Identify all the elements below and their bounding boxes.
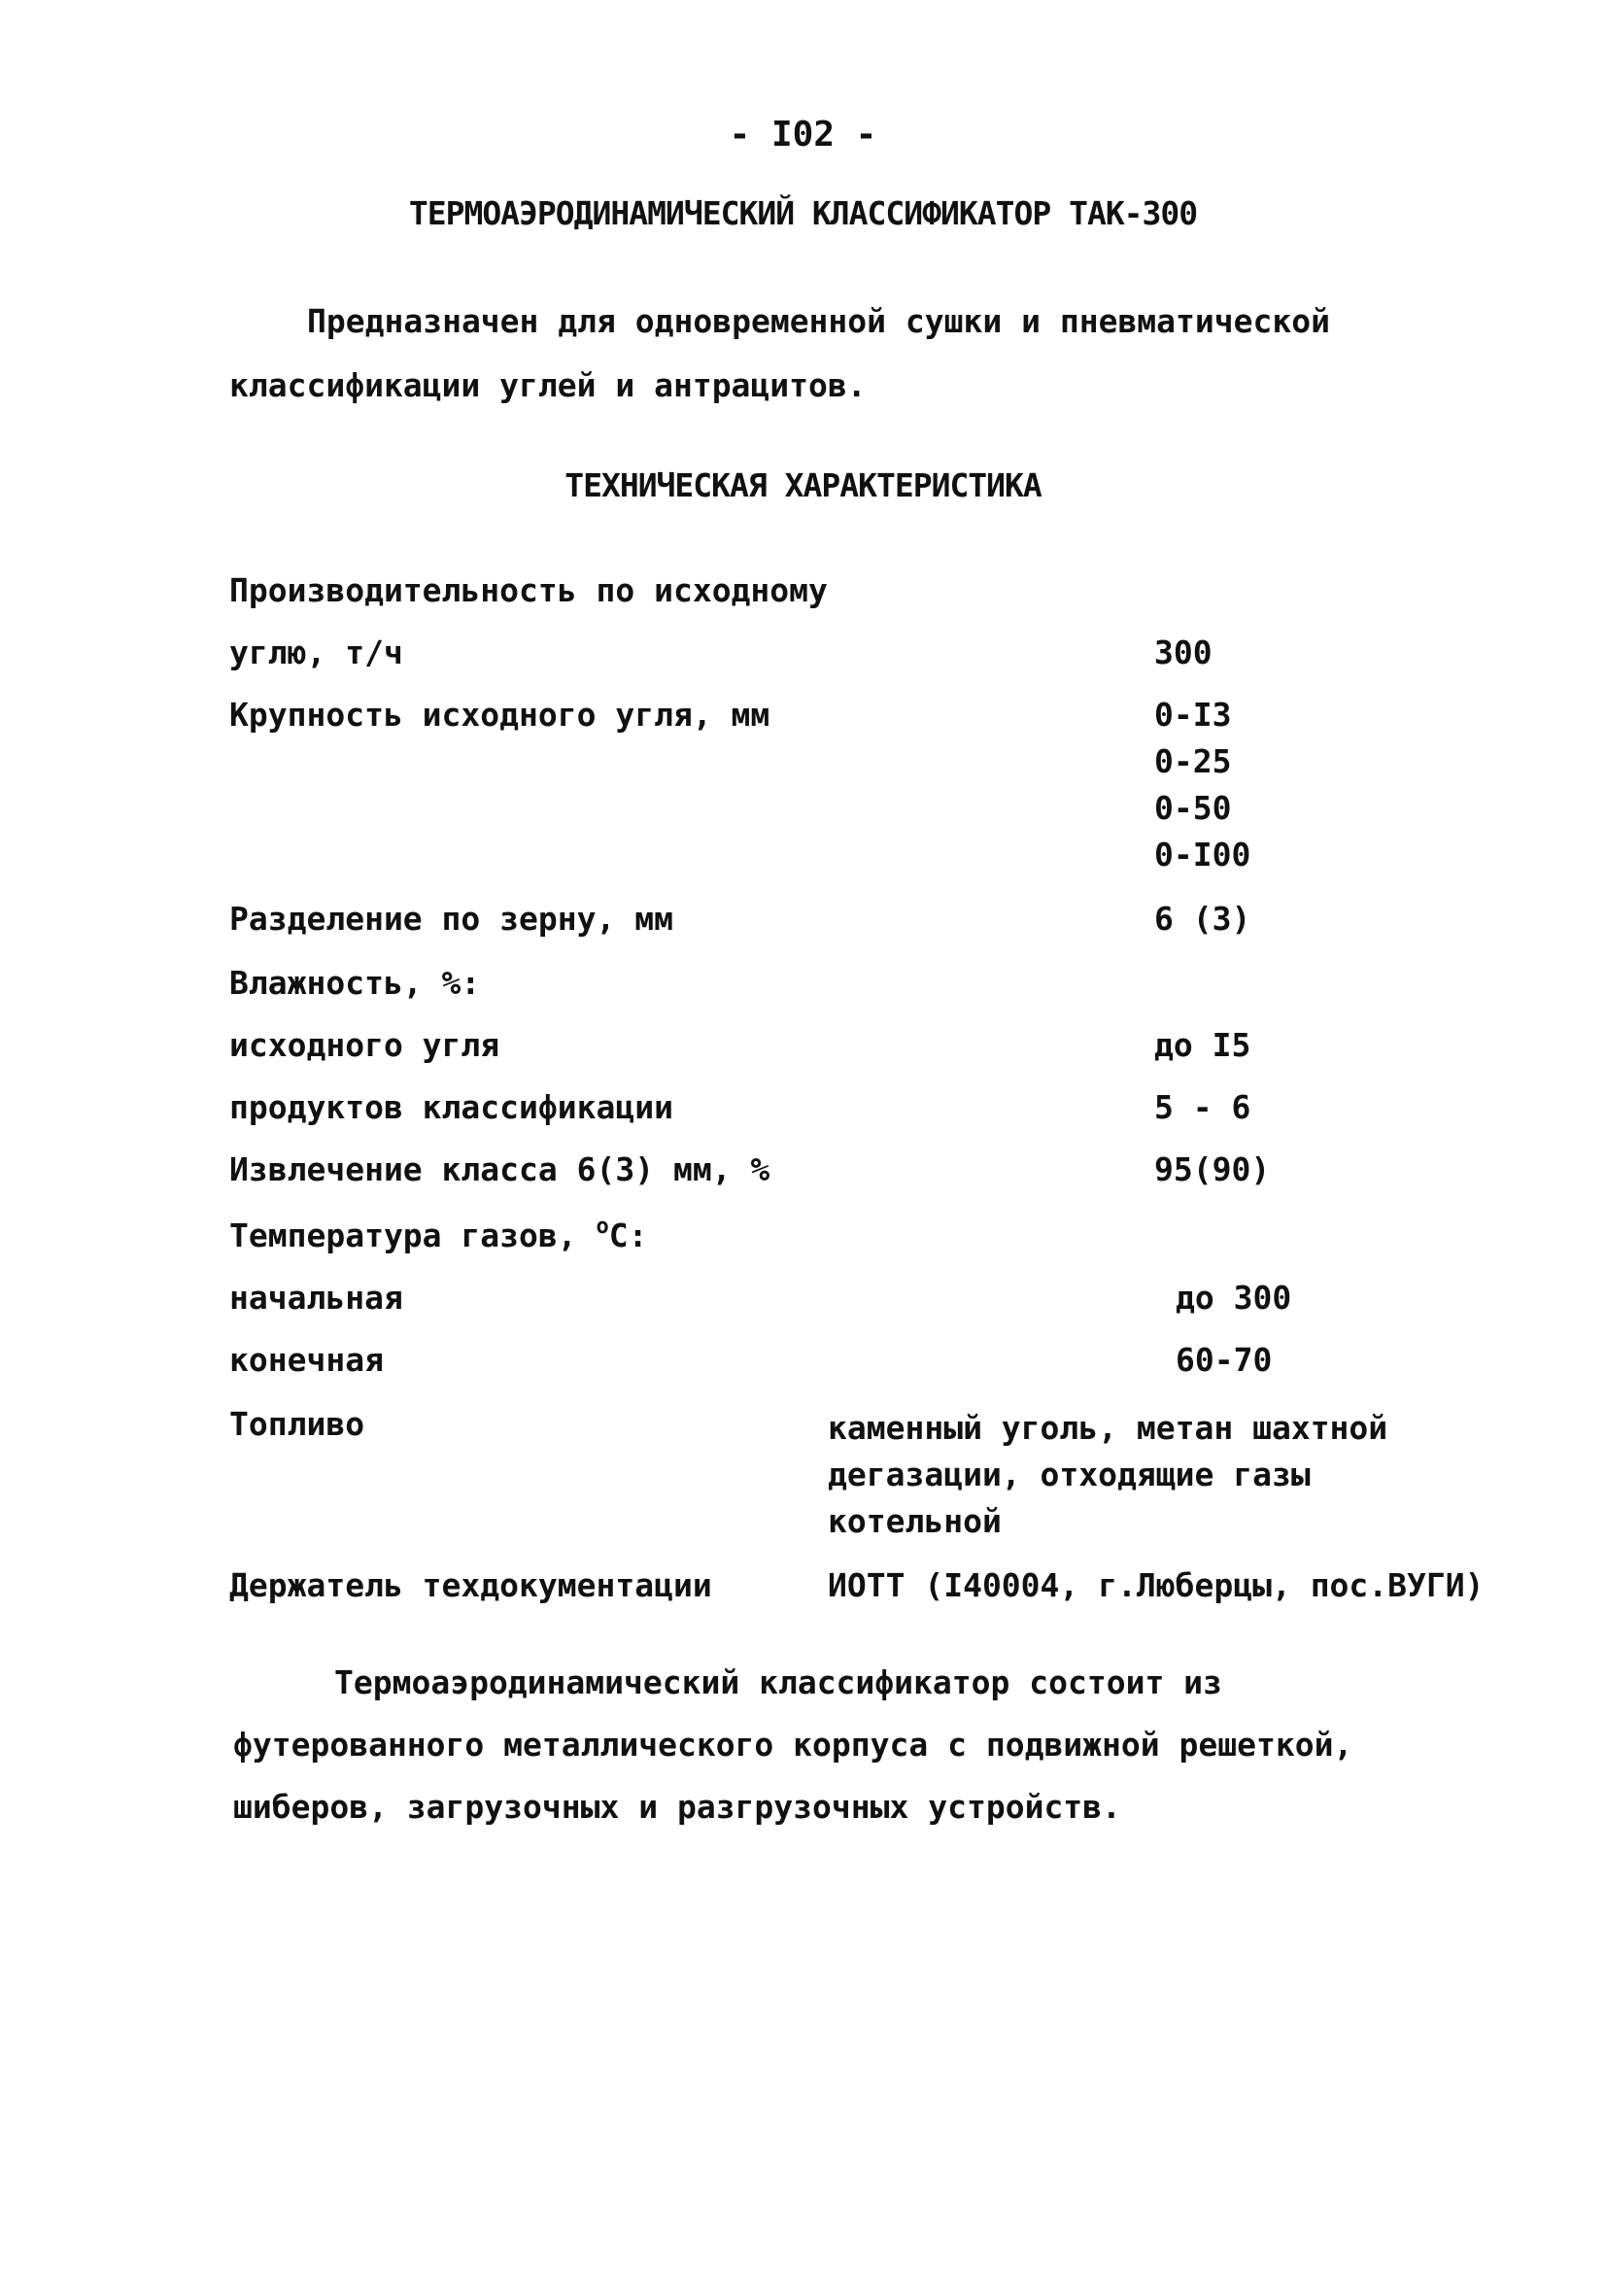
spec-value: 60-70 xyxy=(1176,1341,1273,1379)
spec-label: углю, т/ч xyxy=(229,634,403,671)
intro-paragraph: Предназначен для одновременной сушки и пневматической классификации углей и антрацитов. xyxy=(229,302,1330,404)
spec-row-moisture-source xyxy=(0,1026,1606,1069)
spec-value: ИОТТ (I40004, г.Люберцы, пос.ВУГИ) xyxy=(828,1566,1485,1604)
spec-label: начальная xyxy=(229,1279,403,1317)
spec-label: Разделение по зерну, мм xyxy=(229,900,673,938)
spec-row-separation xyxy=(0,900,1606,942)
spec-row-temp-final xyxy=(0,1341,1606,1384)
spec-row-moisture-products xyxy=(0,1088,1606,1131)
spec-row-size-3 xyxy=(0,789,1606,832)
spec-value: до I5 xyxy=(1154,1026,1251,1064)
spec-row-holder xyxy=(0,1566,1606,1609)
spec-value: 0-I00 xyxy=(1154,836,1251,874)
spec-label: конечная xyxy=(229,1341,384,1379)
temperature-label-text: Температура газов, xyxy=(229,1217,577,1254)
spec-row-temperature xyxy=(0,1215,1606,1257)
spec-heading: ТЕХНИЧЕСКАЯ ХАРАКТЕРИСТИКА xyxy=(564,466,1042,504)
spec-label: Крупность исходного угля, мм xyxy=(229,696,770,734)
spec-label: продуктов классификации xyxy=(229,1088,673,1126)
spec-row-productivity-unit xyxy=(0,634,1606,676)
spec-label: Производительность по исходному xyxy=(229,571,828,609)
spec-value: 0-50 xyxy=(1154,789,1232,827)
spec-value: 6 (3) xyxy=(1154,900,1251,938)
spec-value: 0-I3 xyxy=(1154,696,1232,734)
spec-label: Извлечение класса 6(3) мм, % xyxy=(229,1150,770,1188)
spec-value: 300 xyxy=(1154,634,1213,671)
spec-value: до 300 xyxy=(1176,1279,1292,1317)
spec-value: 95(90) xyxy=(1154,1150,1271,1188)
spec-row-moisture xyxy=(0,964,1606,1007)
spec-row-extraction xyxy=(0,1150,1606,1193)
spec-value: 5 - 6 xyxy=(1154,1088,1251,1126)
spec-label: Влажность, %: xyxy=(229,964,481,1002)
page-number: - I02 - xyxy=(729,115,877,154)
spec-row-productivity xyxy=(0,571,1606,614)
spec-label: исходного угля xyxy=(229,1026,500,1064)
spec-row-size-2 xyxy=(0,742,1606,785)
spec-row-size-4 xyxy=(0,836,1606,878)
spec-label: Топливо xyxy=(229,1405,365,1443)
degree-superscript: о xyxy=(596,1215,609,1239)
spec-label xyxy=(229,1215,648,1254)
spec-value: 0-25 xyxy=(1154,742,1232,780)
document-title: ТЕРМОАЭРОДИНАМИЧЕСКИЙ КЛАССИФИКАТОР ТАК-300 xyxy=(408,194,1198,232)
closing-paragraph: Термоаэродинамический классификатор состоит из футерованного металлического корпуса с подвижной решеткой, шиберов, загрузочных и разгрузочных устройств. xyxy=(233,1663,1353,1826)
spec-value: каменный уголь, метан шахтной дегазации, отходящие газы котельной xyxy=(828,1409,1388,1540)
spec-row-temp-initial xyxy=(0,1279,1606,1321)
spec-row-fuel xyxy=(0,1405,1606,1540)
temperature-unit: С: xyxy=(608,1217,648,1254)
spec-label: Держатель техдокументации xyxy=(229,1566,712,1604)
spec-row-size xyxy=(0,696,1606,738)
